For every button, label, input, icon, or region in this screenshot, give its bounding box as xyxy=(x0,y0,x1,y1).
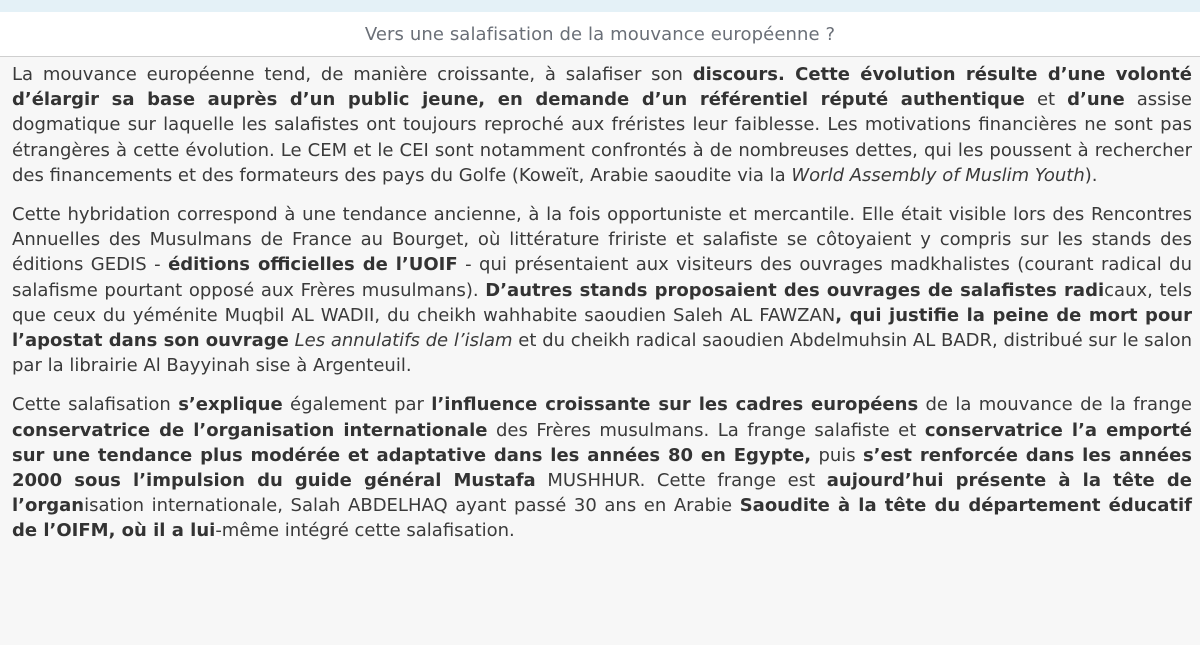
text-run: isation internationale, Salah ABDELHAQ ayant passé 30 ans en Arabie xyxy=(84,495,740,517)
text-run: des Frères musulmans. La frange salafiste et xyxy=(487,419,925,441)
bold-run: , qui justifie la peine de mort pour l’apostat dans son ouvrage xyxy=(12,304,1192,352)
bold-run: D’autres stands proposaient des ouvrages de salafistes radi xyxy=(485,279,1105,301)
bold-run: éditions officielles de l’UOIF xyxy=(168,254,458,276)
text-run: également par xyxy=(282,394,432,416)
paragraph-2 xyxy=(12,202,1192,378)
bold-run: aujourd’hui présente à la tête de l’organ xyxy=(12,470,1193,517)
paragraph-3 xyxy=(12,392,1192,543)
text-run: MUSHHUR. Cette frange est xyxy=(535,470,827,492)
bold-run: l’influence croissante sur les cadres européens xyxy=(431,394,919,416)
text-run: et du cheikh radical saoudien Abdelmuhsin AL BADR, distribué sur le salon par la librairie Al Bayyinah sise à Argenteuil. xyxy=(12,330,1192,377)
text-run: Cette salafisation xyxy=(12,394,179,416)
text-run: caux, tels que ceux du yéménite Muqbil AL WADII, du cheikh wahhabite saoudien Saleh AL FAWZAN xyxy=(12,279,1193,326)
text-run: et xyxy=(1024,89,1068,111)
bold-run: Saoudite à la tête du département éducatif de l’OIFM, où il a lui xyxy=(12,495,1192,542)
bold-run: d’une xyxy=(1067,89,1125,111)
italic-run: World Assembly of Muslim Youth xyxy=(791,164,1085,186)
top-strip xyxy=(0,0,1200,12)
italic-run: Les annulatifs de l’islam xyxy=(294,330,513,352)
text-run: -même intégré cette salafisation. xyxy=(215,520,515,542)
section-title: Vers une salafisation de la mouvance européenne ? xyxy=(364,23,836,45)
text-run: - qui présentaient aux visiteurs des ouvrages madkhalistes (courant radical du salafisme pourtant opposé aux Frères musulmans). xyxy=(12,254,1193,301)
document-body xyxy=(12,62,1192,558)
bold-run: s’explique xyxy=(178,394,283,416)
text-run: assise dogmatique sur laquelle les salafistes ont toujours reproché aux fréristes leur faiblesse. Les motivations financières ne sont pas étrangères à cette évolution. Le CEM et le CEI sont notamment confrontés à de nombreuses dettes, qui les poussent à rechercher des financements et des formateurs des pays du Golfe (Koweït, Arabie saoudite via la xyxy=(12,89,1193,186)
text-run: de la mouvance de la frange xyxy=(918,394,1192,416)
bold-run: discours. Cette évolution résulte d’une volonté d’élargir sa base auprès d’un public jeune, en demande d’un référentiel réputé authentique xyxy=(12,64,1192,111)
section-header xyxy=(0,12,1200,57)
bold-run: s’est renforcée dans les années 2000 sous l’impulsion du guide général Mustafa xyxy=(12,444,1192,492)
text-run: Cette hybridation correspond à une tendance ancienne, à la fois opportuniste et mercantile. Elle était visible lors des Rencontres Annuelles des Musulmans de France au Bourget, où littérature fririste et salafiste se côtoyaient y compris sur les stands des éditions GEDIS - xyxy=(12,204,1192,276)
bold-run: conservatrice l’a emporté sur une tendance plus modérée et adaptative dans les années 80 en Egypte, xyxy=(12,419,1193,466)
text-run: ). xyxy=(1084,164,1098,186)
text-run: puis xyxy=(811,444,863,466)
bold-run: conservatrice de l’organisation internationale xyxy=(12,419,488,441)
text-run: La mouvance européenne tend, de manière croissante, à salafiser son xyxy=(12,64,693,85)
paragraph-1 xyxy=(12,62,1192,188)
